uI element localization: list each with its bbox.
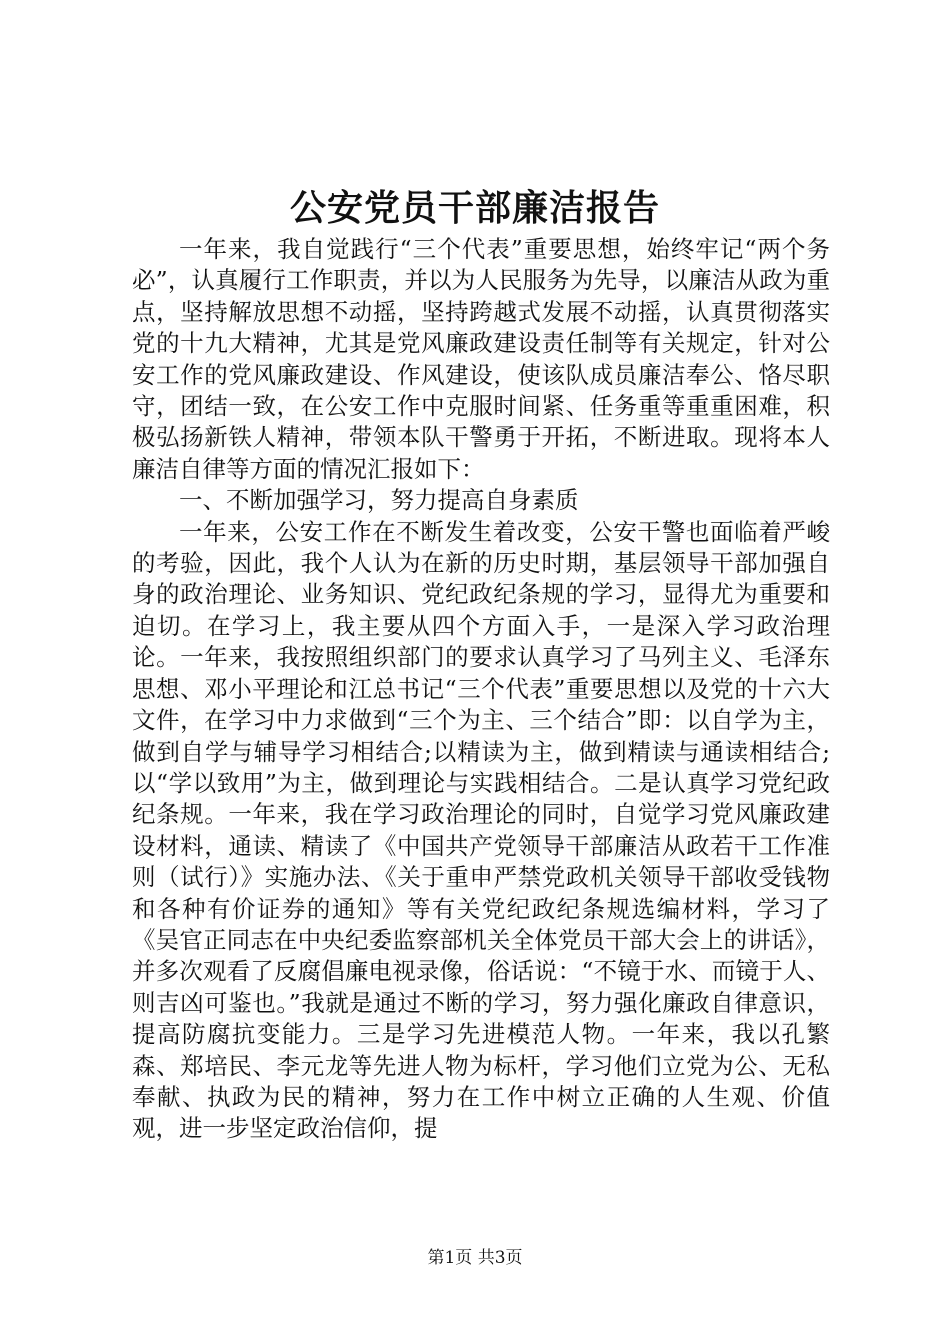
paragraph-study: 一年来，公安工作在不断发生着改变，公安干警也面临着严峻的考验，因此，我个人认为在新的历史时期，基层领导干部加强自身的政治理论、业务知识、党纪政纪条规的学习，显得尤为重要和迫切。在学习上，我主要从四个方面入手，一是深入学习政治理论。一年来，我按照组织部门的要求认真学习了马列主义、毛泽东思想、邓小平理论和江总书记“三个代表”重要思想以及党的十六大文件，在学习中力求做到“三个为主、三个结合”即：以自学为主，做到自学与辅导学习相结合;以精读为主，做到精读与通读相结合;以“学以致用”为主，做到理论与实践相结合。二是认真学习党纪政纪条规。一年来，我在学习政治理论的同时，自觉学习党风廉政建设材料，通读、精读了《中国共产党领导干部廉洁从政若干工作准则（试行）》实施办法、《关于重申严禁党政机关领导干部收受钱物和各种有价证券的通知》等有关党纪政纪条规选编材料，学习了《吴官正同志在中央纪委监察部机关全体党员干部大会上的讲话》，并多次观看了反腐倡廉电视录像，俗话说：“不镜于水、而镜于人、则吉凶可鉴也。”我就是通过不断的学习，努力强化廉政自律意识，提高防腐抗变能力。三是学习先进模范人物。一年来，我以孔繁森、郑培民、李元龙等先进人物为标杆，学习他们立党为公、无私奉献、执政为民的精神，努力在工作中树立正确的人生观、价值观，进一步坚定政治信仰，提 — [132, 517, 830, 1143]
document-title: 公安党员干部廉洁报告 — [289, 187, 660, 229]
page-number: 第1页 共3页 — [427, 1248, 523, 1268]
section-heading-1: 一、不断加强学习，努力提高自身素质 — [179, 486, 579, 515]
paragraph-intro: 一年来，我自觉践行“三个代表”重要思想，始终牢记“两个务必”，认真履行工作职责，并以为人民服务为先导，以廉洁从政为重点，坚持解放思想不动摇，坚持跨越式发展不动摇，认真贯彻落实党的十九大精神，尤其是党风廉政建设责任制等有关规定，针对公安工作的党风廉政建设、作风建设，使该队成员廉洁奉公、恪尽职守，团结一致，在公安工作中克服时间紧、任务重等重重困难，积极弘扬新铁人精神，带领本队干警勇于开拓，不断进取。现将本人廉洁自律等方面的情况汇报如下： — [132, 235, 830, 483]
document-body — [132, 234, 830, 1145]
